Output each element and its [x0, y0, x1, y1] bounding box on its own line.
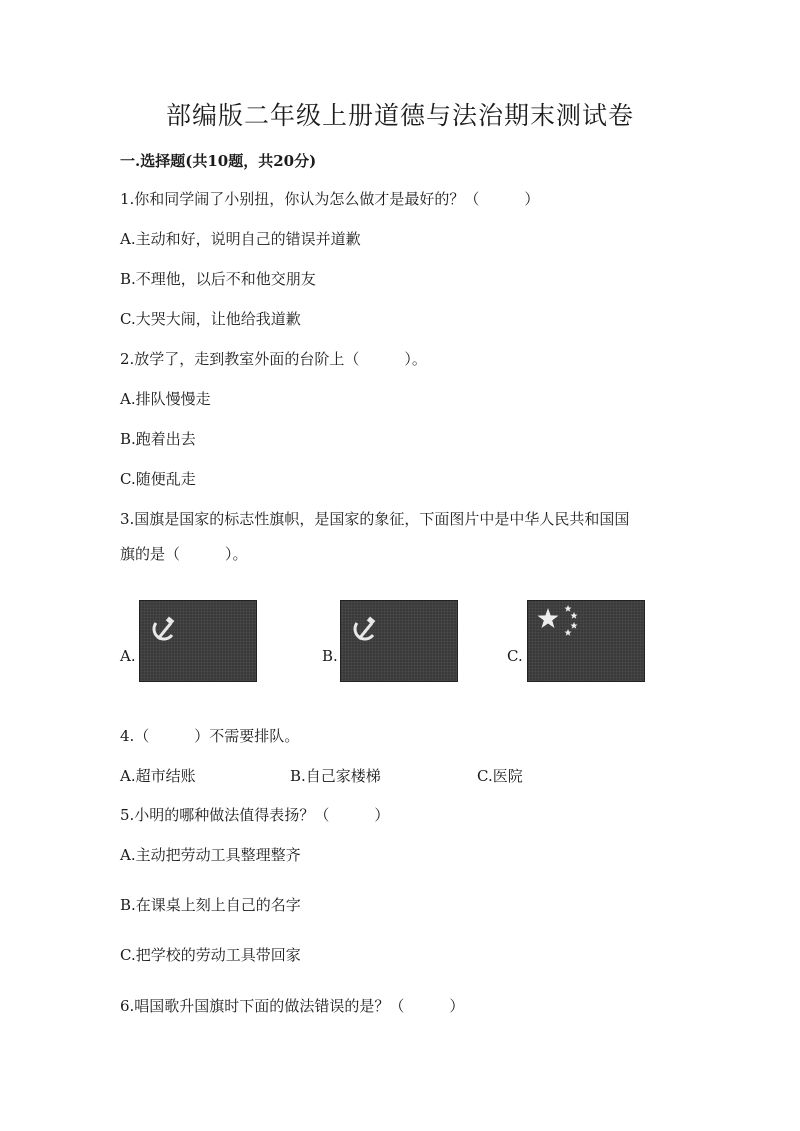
hammer-sickle-flag-icon — [340, 600, 458, 682]
question-3-option-c-label: C. — [507, 647, 523, 665]
question-3-option-b-label: B. — [322, 647, 338, 665]
question-5-option-c: C.把学校的劳动工具带回家 — [120, 946, 301, 964]
section-heading: 一.选择题(共10题，共20分) — [120, 152, 317, 170]
question-3-stem-line-2: 旗的是（ ）。 — [120, 545, 248, 563]
question-2-option-a: A.排队慢慢走 — [120, 390, 211, 408]
question-1-stem: 1.你和同学闹了小别扭，你认为怎么做才是最好的？（ ） — [120, 190, 540, 208]
question-5-option-a: A.主动把劳动工具整理整齐 — [120, 846, 301, 864]
question-4-option-c: C.医院 — [477, 767, 523, 785]
five-star-flag-icon — [527, 600, 645, 682]
question-2-option-b: B.跑着出去 — [120, 430, 196, 448]
question-4-option-a: A.超市结账 — [120, 767, 196, 785]
page-title: 部编版二年级上册道德与法治期末测试卷 — [165, 101, 634, 130]
hammer-sickle-flag-icon — [139, 600, 257, 682]
question-2-stem: 2.放学了，走到教室外面的台阶上（ ）。 — [120, 350, 427, 368]
question-4-stem: 4.（ ）不需要排队。 — [120, 727, 300, 745]
question-5-stem: 5.小明的哪种做法值得表扬？（ ） — [120, 806, 390, 824]
question-1-option-b: B.不理他，以后不和他交朋友 — [120, 270, 316, 288]
question-3-stem-line-1: 3.国旗是国家的标志性旗帜，是国家的象征，下面图片中是中华人民共和国国 — [120, 510, 630, 528]
question-1-option-a: A.主动和好，说明自己的错误并道歉 — [120, 230, 361, 248]
question-5-option-b: B.在课桌上刻上自己的名字 — [120, 896, 301, 914]
question-6-stem: 6.唱国歌升国旗时下面的做法错误的是？（ ） — [120, 997, 465, 1015]
question-2-option-c: C.随便乱走 — [120, 470, 196, 488]
question-4-option-b: B.自己家楼梯 — [290, 767, 381, 785]
question-1-option-c: C.大哭大闹，让他给我道歉 — [120, 310, 301, 328]
question-3-option-a-label: A. — [120, 647, 136, 665]
